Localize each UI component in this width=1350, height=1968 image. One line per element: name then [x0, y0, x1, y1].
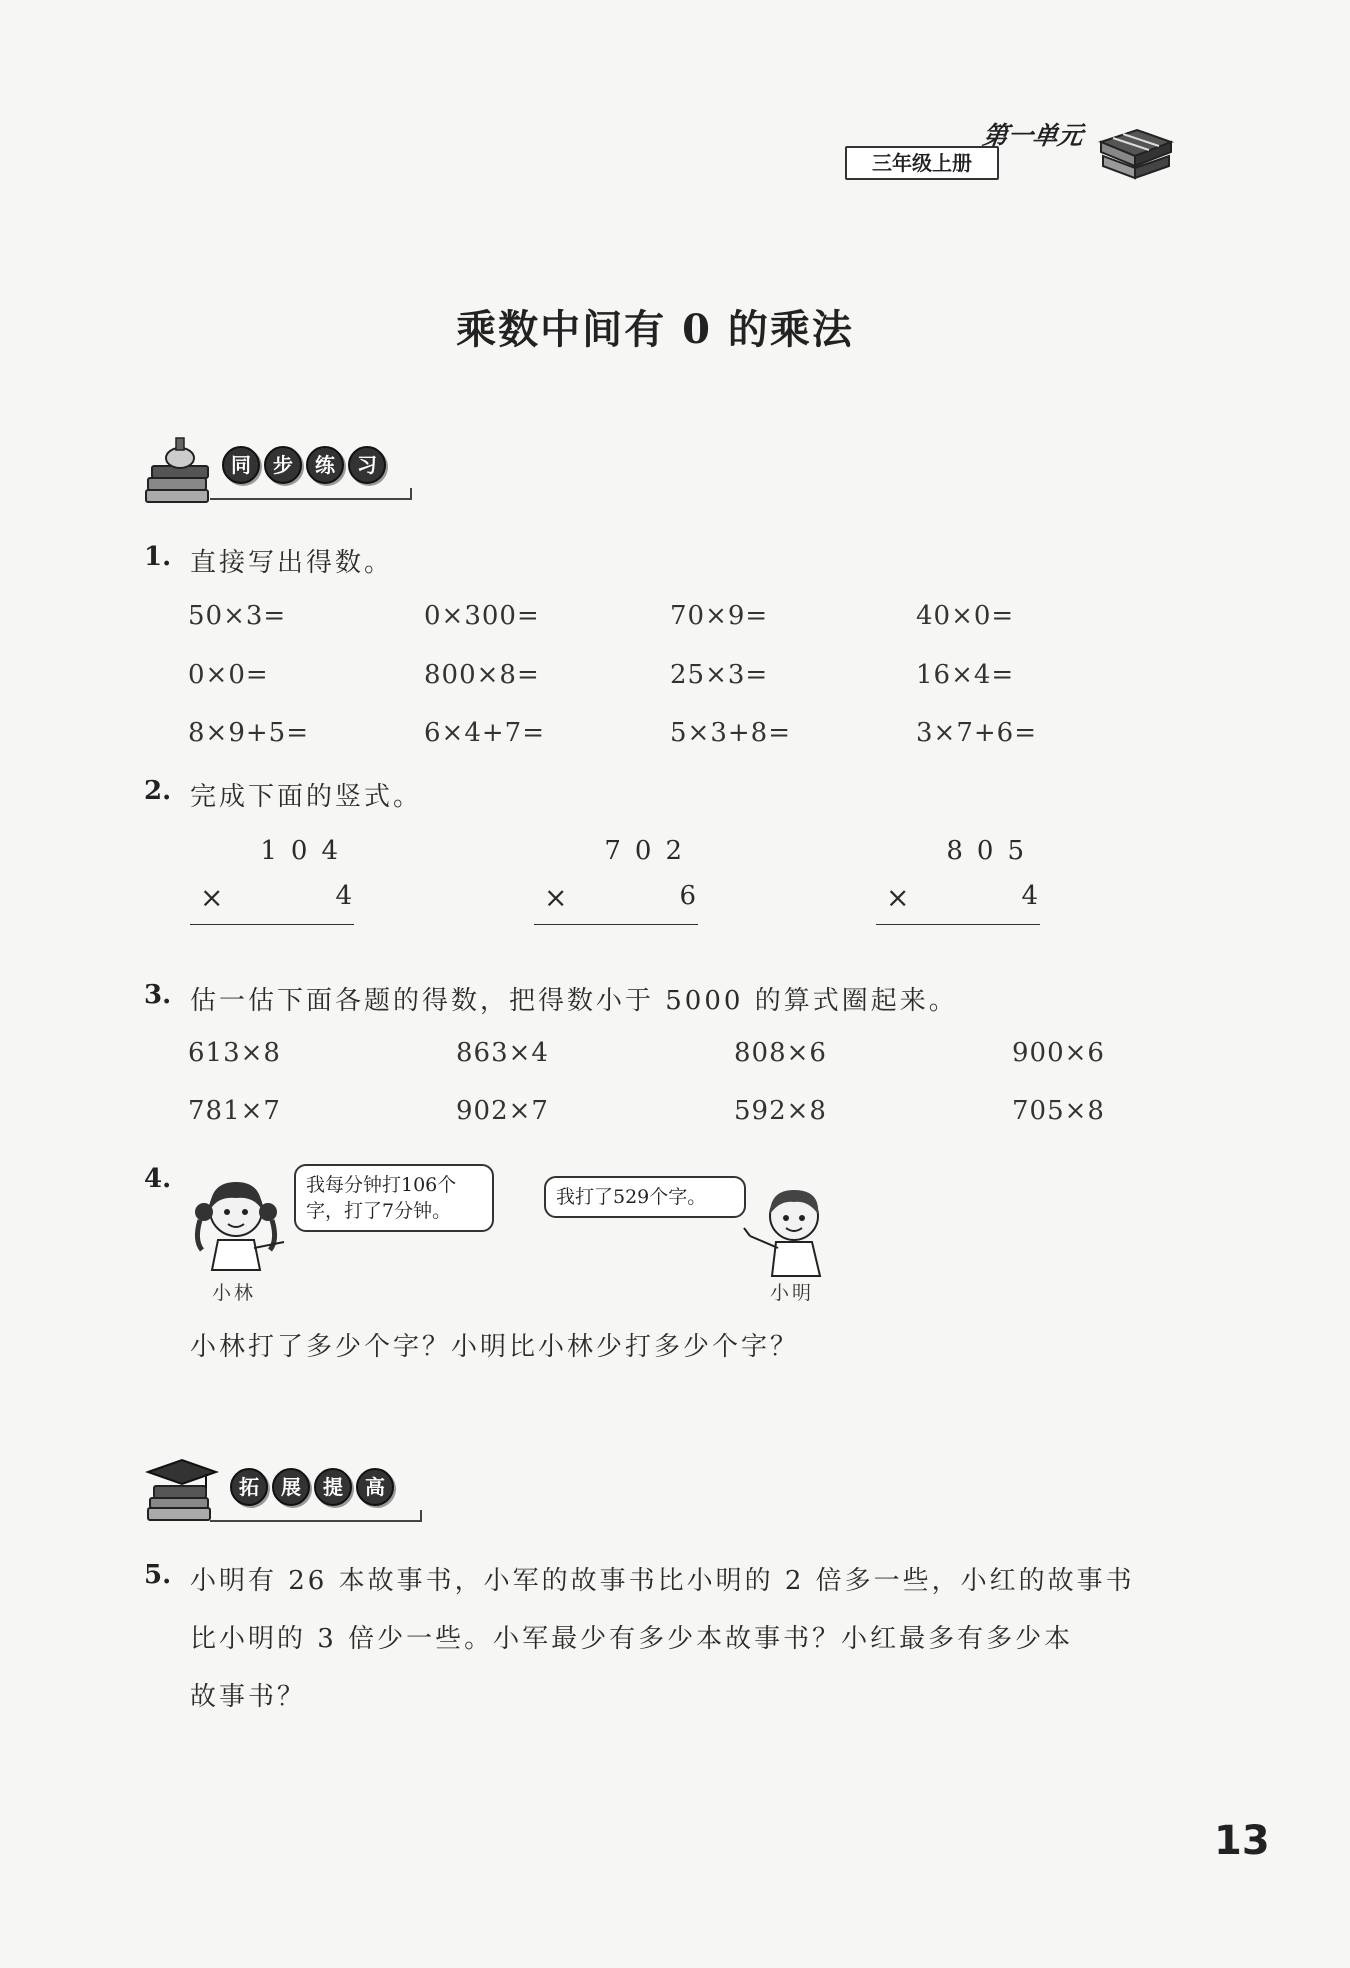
section-header-practice	[144, 432, 414, 502]
result-line	[190, 924, 354, 925]
expression: 6×4+7=	[424, 718, 545, 748]
expression: 3×7+6=	[916, 718, 1037, 748]
question-text: 小明有 26 本故事书，小军的故事书比小明的 2 倍多一些，小红的故事书	[190, 1566, 1135, 1596]
expression: 592×8	[734, 1096, 827, 1126]
question-number: 1.	[144, 542, 172, 572]
bubble-line: 字，打了7分钟。	[306, 1200, 452, 1222]
question-text: 比小明的 3 倍少一些。小军最少有多少本故事书？小红最多有多少本	[190, 1624, 1074, 1654]
expression: 70×9=	[670, 601, 769, 631]
title-char: 同	[222, 446, 260, 484]
expression: 50×3=	[188, 601, 287, 631]
expression: 705×8	[1012, 1096, 1105, 1126]
question-text: 直接写出得数。	[190, 548, 394, 578]
question-number: 3.	[144, 980, 172, 1010]
question-number: 4.	[144, 1164, 172, 1194]
unit-badge	[845, 112, 1175, 182]
expression: 0×0=	[188, 660, 269, 690]
boy-illustration	[738, 1178, 838, 1278]
result-line	[534, 924, 698, 925]
multiplier: 4	[1021, 881, 1038, 911]
expression: 8×9+5=	[188, 718, 309, 748]
multiplicand: 702	[604, 836, 696, 866]
times-sign: ×	[544, 881, 568, 914]
expression: 900×6	[1012, 1038, 1105, 1068]
bubble-line: 我每分钟打106个	[306, 1174, 457, 1196]
question-number: 5.	[144, 1560, 172, 1590]
vertical-multiplication	[190, 836, 360, 926]
boy-name: 小明	[770, 1282, 815, 1304]
times-sign: ×	[200, 881, 224, 914]
title-char: 展	[272, 1468, 310, 1506]
expression: 902×7	[456, 1096, 549, 1126]
multiplier: 4	[335, 881, 352, 911]
question-number: 2.	[144, 776, 172, 806]
title-char: 练	[306, 446, 344, 484]
multiplier: 6	[679, 881, 696, 911]
unit-title: 第一单元	[980, 121, 1085, 150]
bubble-line: 我打了529个字。	[556, 1186, 707, 1208]
title-char: 提	[314, 1468, 352, 1506]
practice-title	[222, 446, 386, 484]
result-line	[876, 924, 1040, 925]
expression: 40×0=	[916, 601, 1015, 631]
times-sign: ×	[886, 881, 910, 914]
question-text: 小林打了多少个字？小明比小林少打多少个字？	[190, 1332, 800, 1362]
expression: 16×4=	[916, 660, 1015, 690]
title-char: 步	[264, 446, 302, 484]
page-title: 乘数中间有 0 的乘法	[456, 306, 854, 353]
girl-speech-bubble	[294, 1164, 494, 1232]
vertical-multiplication	[876, 836, 1046, 926]
boy-speech-bubble	[544, 1176, 746, 1218]
expression: 25×3=	[670, 660, 769, 690]
books-stack-icon	[1093, 112, 1175, 182]
expression: 863×4	[456, 1038, 549, 1068]
expression: 5×3+8=	[670, 718, 791, 748]
expression: 613×8	[188, 1038, 281, 1068]
question-text: 完成下面的竖式。	[190, 782, 423, 812]
section-underline	[210, 1510, 422, 1522]
title-char: 拓	[230, 1468, 268, 1506]
expression: 800×8=	[424, 660, 540, 690]
extension-title	[230, 1468, 394, 1506]
expression: 781×7	[188, 1096, 281, 1126]
question-text: 估一估下面各题的得数，把得数小于 5000 的算式圈起来。	[190, 986, 958, 1016]
question-text: 故事书？	[190, 1682, 307, 1712]
vertical-multiplication	[534, 836, 704, 926]
section-header-extension	[144, 1450, 424, 1520]
grade-label: 三年级上册	[845, 146, 999, 180]
title-char: 高	[356, 1468, 394, 1506]
title-char: 习	[348, 446, 386, 484]
multiplicand: 805	[946, 836, 1038, 866]
page-number: 13	[1214, 1818, 1270, 1864]
girl-name: 小林	[212, 1282, 257, 1304]
expression: 0×300=	[424, 601, 540, 631]
multiplicand: 104	[260, 836, 352, 866]
girl-illustration	[184, 1170, 288, 1274]
expression: 808×6	[734, 1038, 827, 1068]
section-underline	[210, 488, 412, 500]
